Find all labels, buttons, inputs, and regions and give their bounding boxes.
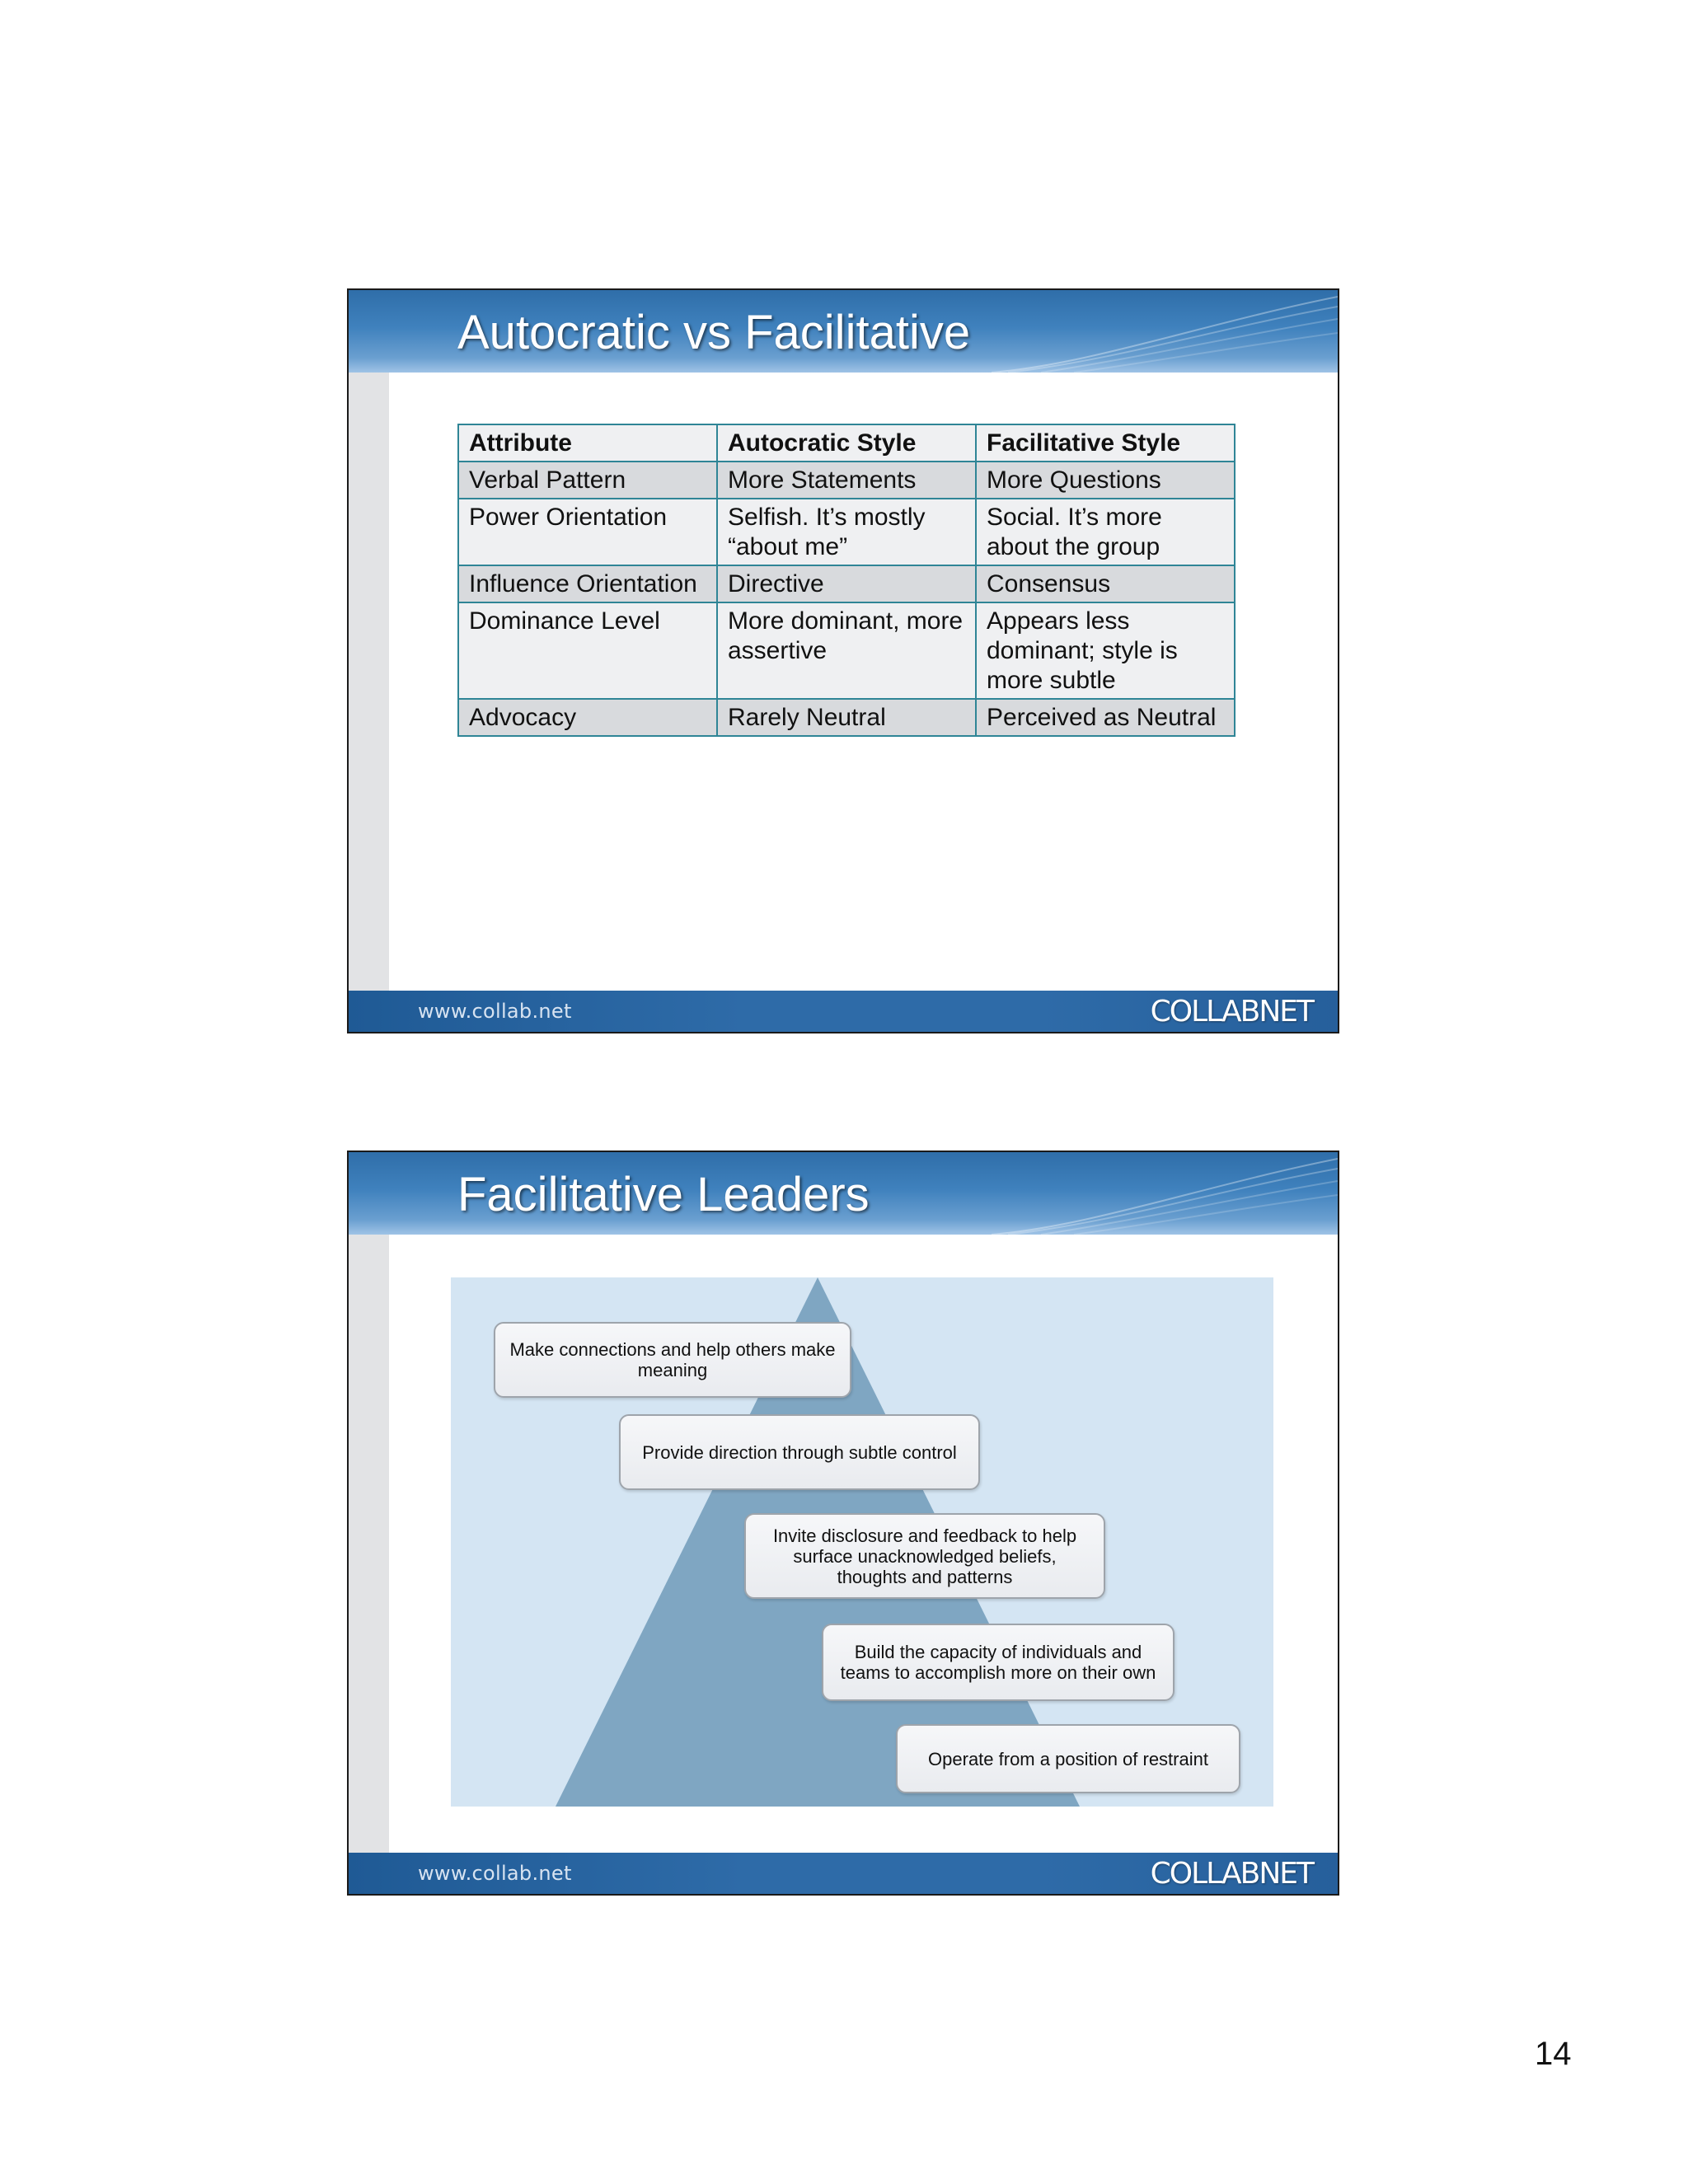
table-cell: Perceived as Neutral bbox=[976, 699, 1235, 736]
table-row bbox=[458, 602, 1235, 699]
collabnet-logo: COLLABNET bbox=[1150, 1857, 1313, 1891]
column-header: Autocratic Style bbox=[717, 424, 976, 462]
side-strip bbox=[349, 1235, 389, 1854]
table-cell: More dominant, more assertive bbox=[717, 602, 976, 699]
pyramid-callout: Make connections and help others make meaning bbox=[494, 1322, 851, 1398]
pyramid-callout: Provide direction through subtle control bbox=[619, 1414, 980, 1490]
column-header: Attribute bbox=[458, 424, 717, 462]
slide-footer bbox=[349, 1853, 1338, 1894]
table-row bbox=[458, 462, 1235, 499]
slide-header bbox=[349, 1152, 1338, 1235]
slide-facilitative-leaders bbox=[347, 1151, 1339, 1896]
table-cell: Influence Orientation bbox=[458, 565, 717, 602]
table-cell: More Statements bbox=[717, 462, 976, 499]
slide-autocratic-vs-facilitative bbox=[347, 288, 1339, 1033]
table-row bbox=[458, 565, 1235, 602]
table-cell: Selfish. It’s mostly “about me” bbox=[717, 499, 976, 565]
column-header: Facilitative Style bbox=[976, 424, 1235, 462]
page-number: 14 bbox=[1535, 2036, 1572, 2072]
table-cell: Social. It’s more about the group bbox=[976, 499, 1235, 565]
table-cell: Appears less dominant; style is more subtle bbox=[976, 602, 1235, 699]
pyramid-callout: Build the capacity of individuals and teams to accomplish more on their own bbox=[822, 1624, 1175, 1701]
table-cell: Advocacy bbox=[458, 699, 717, 736]
table-cell: More Questions bbox=[976, 462, 1235, 499]
header-swoosh-decoration bbox=[992, 290, 1338, 373]
footer-url: www.collab.net bbox=[418, 1000, 572, 1023]
table-row bbox=[458, 699, 1235, 736]
slide-title: Autocratic vs Facilitative bbox=[457, 306, 971, 359]
pyramid-callout: Invite disclosure and feedback to help surface unacknowledged beliefs, thoughts and patterns bbox=[744, 1513, 1105, 1599]
pyramid-callout: Operate from a position of restraint bbox=[896, 1724, 1240, 1793]
table-header-row bbox=[458, 424, 1235, 462]
side-strip bbox=[349, 373, 389, 992]
table-cell: Dominance Level bbox=[458, 602, 717, 699]
table-row bbox=[458, 499, 1235, 565]
pyramid-diagram bbox=[451, 1277, 1273, 1807]
header-swoosh-decoration bbox=[992, 1152, 1338, 1235]
table-cell: Rarely Neutral bbox=[717, 699, 976, 736]
footer-url: www.collab.net bbox=[418, 1862, 572, 1885]
table-cell: Verbal Pattern bbox=[458, 462, 717, 499]
table-cell: Consensus bbox=[976, 565, 1235, 602]
collabnet-logo: COLLABNET bbox=[1150, 995, 1313, 1029]
slide-header bbox=[349, 290, 1338, 373]
table-cell: Directive bbox=[717, 565, 976, 602]
comparison-table bbox=[457, 424, 1236, 737]
table-cell: Power Orientation bbox=[458, 499, 717, 565]
slide-footer bbox=[349, 991, 1338, 1032]
slide-title: Facilitative Leaders bbox=[457, 1168, 870, 1221]
